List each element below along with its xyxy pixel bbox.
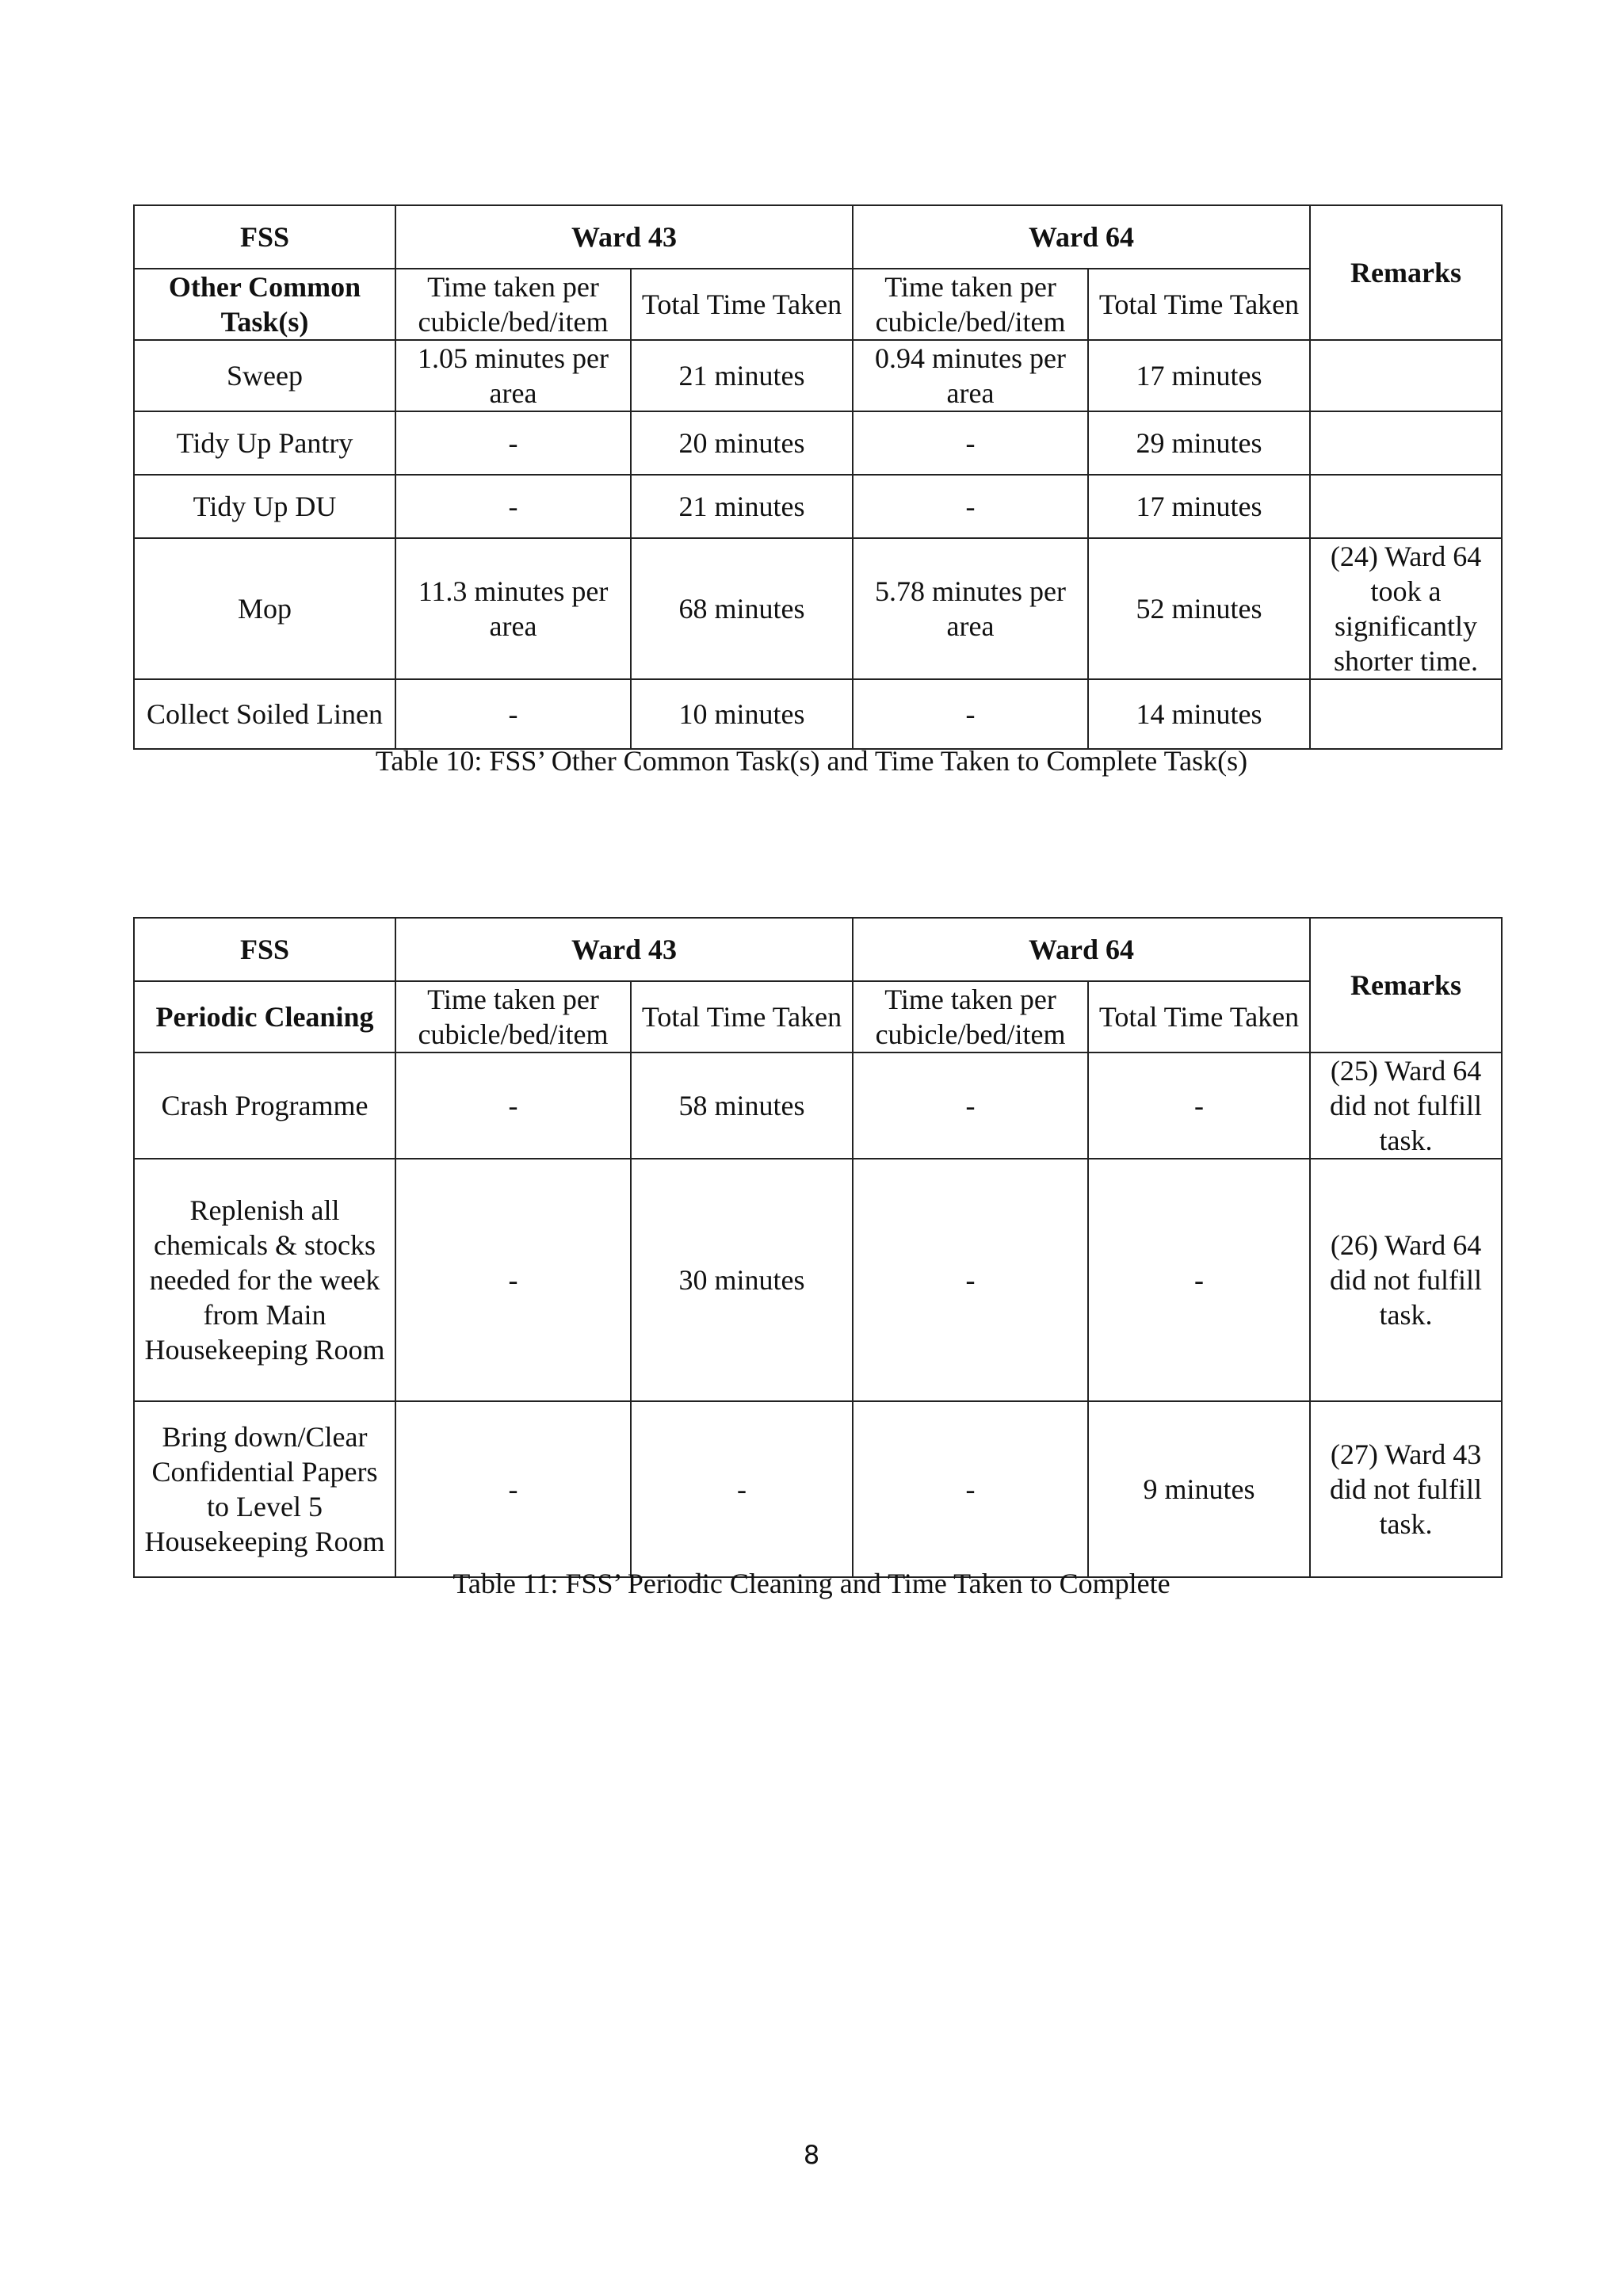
ward-43-total: - — [631, 1401, 853, 1577]
remark — [1310, 340, 1502, 411]
ward-64-per-item: - — [853, 1052, 1088, 1159]
ward-43-total: 68 minutes — [631, 538, 853, 679]
ward-43-header: Ward 43 — [395, 918, 853, 981]
remark — [1310, 475, 1502, 538]
remark: (27) Ward 43 did not fulfill task. — [1310, 1401, 1502, 1577]
task-name: Tidy Up Pantry — [134, 411, 395, 475]
ward-64-per-item: 5.78 minutes per area — [853, 538, 1088, 679]
task-name: Tidy Up DU — [134, 475, 395, 538]
remarks-header: Remarks — [1310, 918, 1502, 1052]
remark: (26) Ward 64 did not fulfill task. — [1310, 1159, 1502, 1401]
ward-43-total: 21 minutes — [631, 340, 853, 411]
ward-64-total: 52 minutes — [1088, 538, 1310, 679]
ward-43-total-header: Total Time Taken — [631, 981, 853, 1052]
ward-43-per-item: - — [395, 1159, 631, 1401]
ward-43-total: 10 minutes — [631, 679, 853, 749]
ward-64-per-item: - — [853, 411, 1088, 475]
ward-43-total: 21 minutes — [631, 475, 853, 538]
ward-43-per-item: - — [395, 679, 631, 749]
ward-64-total: - — [1088, 1159, 1310, 1401]
table-row — [134, 411, 1502, 475]
ward-64-total-header: Total Time Taken — [1088, 981, 1310, 1052]
task-name: Bring down/Clear Confidential Papers to Level 5 Housekeeping Room — [134, 1401, 395, 1577]
task-name: Collect Soiled Linen — [134, 679, 395, 749]
remark — [1310, 411, 1502, 475]
ward-64-total: 9 minutes — [1088, 1401, 1310, 1577]
ward-43-total-header: Total Time Taken — [631, 269, 853, 340]
ward-43-total: 20 minutes — [631, 411, 853, 475]
fss-header: FSS — [134, 205, 395, 269]
table-10-other-common-tasks — [133, 204, 1503, 750]
ward-64-total: 17 minutes — [1088, 475, 1310, 538]
remarks-header: Remarks — [1310, 205, 1502, 340]
ward-43-per-item-header: Time taken per cubicle/bed/item — [395, 269, 631, 340]
ward-64-per-item: - — [853, 475, 1088, 538]
ward-64-per-item-header: Time taken per cubicle/bed/item — [853, 981, 1088, 1052]
task-name: Sweep — [134, 340, 395, 411]
ward-64-per-item: - — [853, 1401, 1088, 1577]
ward-43-per-item: 11.3 minutes per area — [395, 538, 631, 679]
table-row — [134, 538, 1502, 679]
task-column-header: Periodic Cleaning — [134, 981, 395, 1052]
ward-43-header: Ward 43 — [395, 205, 853, 269]
table-row — [134, 679, 1502, 749]
task-column-header: Other Common Task(s) — [134, 269, 395, 340]
ward-64-per-item-header: Time taken per cubicle/bed/item — [853, 269, 1088, 340]
ward-64-total-header: Total Time Taken — [1088, 269, 1310, 340]
table-11-periodic-cleaning — [133, 917, 1503, 1578]
task-name: Mop — [134, 538, 395, 679]
table-row — [134, 475, 1502, 538]
ward-64-total: 29 minutes — [1088, 411, 1310, 475]
ward-64-total: 17 minutes — [1088, 340, 1310, 411]
ward-43-per-item: 1.05 minutes per area — [395, 340, 631, 411]
ward-64-per-item: - — [853, 1159, 1088, 1401]
ward-43-per-item: - — [395, 1052, 631, 1159]
ward-43-total: 58 minutes — [631, 1052, 853, 1159]
task-name: Crash Programme — [134, 1052, 395, 1159]
ward-43-per-item: - — [395, 475, 631, 538]
ward-43-per-item: - — [395, 411, 631, 475]
table-row — [134, 1401, 1502, 1577]
ward-64-total: 14 minutes — [1088, 679, 1310, 749]
fss-header: FSS — [134, 918, 395, 981]
table-row — [134, 1052, 1502, 1159]
ward-64-per-item: 0.94 minutes per area — [853, 340, 1088, 411]
remark: (25) Ward 64 did not fulfill task. — [1310, 1052, 1502, 1159]
ward-43-per-item: - — [395, 1401, 631, 1577]
ward-64-total: - — [1088, 1052, 1310, 1159]
ward-43-total: 30 minutes — [631, 1159, 853, 1401]
task-name: Replenish all chemicals & stocks needed for the week from Main Housekeeping Room — [134, 1159, 395, 1401]
table-11-caption: Table 11: FSS’ Periodic Cleaning and Time Taken to Complete — [453, 1568, 1170, 1599]
table-10-caption: Table 10: FSS’ Other Common Task(s) and Time Taken to Complete Task(s) — [375, 745, 1248, 777]
ward-43-per-item-header: Time taken per cubicle/bed/item — [395, 981, 631, 1052]
remark — [1310, 679, 1502, 749]
page-number: 8 — [803, 2140, 820, 2170]
table-row — [134, 1159, 1502, 1401]
ward-64-header: Ward 64 — [853, 918, 1310, 981]
ward-64-header: Ward 64 — [853, 205, 1310, 269]
ward-64-per-item: - — [853, 679, 1088, 749]
remark: (24) Ward 64 took a significantly shorter time. — [1310, 538, 1502, 679]
table-row — [134, 340, 1502, 411]
